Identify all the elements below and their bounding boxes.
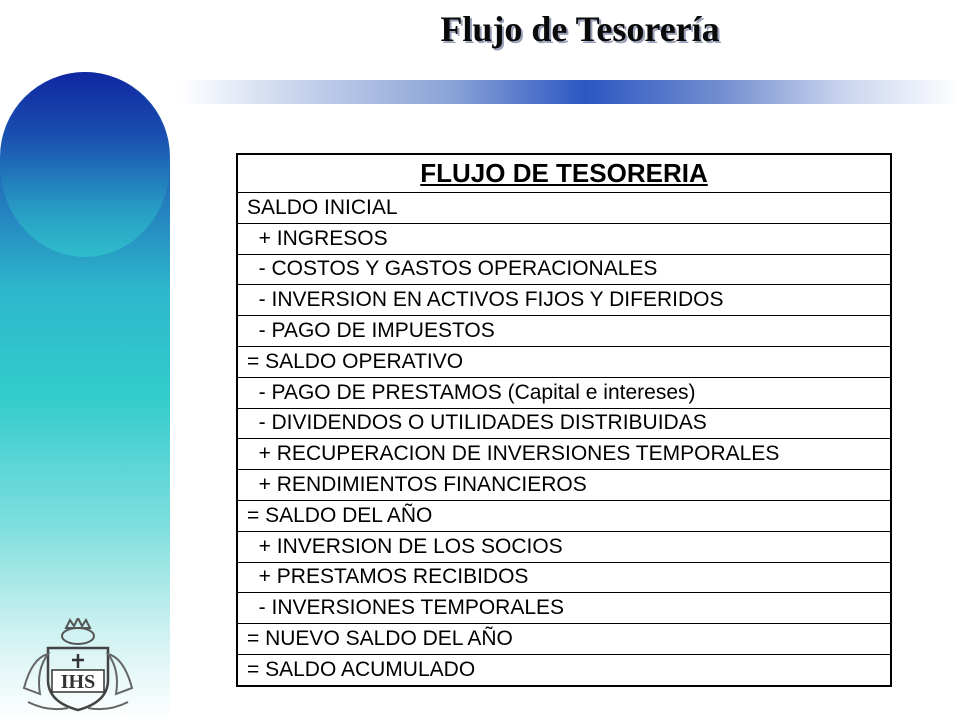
table-row (237, 439, 891, 470)
table-row (237, 500, 891, 531)
table-row (237, 593, 891, 624)
table-row (237, 654, 891, 686)
slide-title: Flujo de Tesorería (440, 9, 720, 49)
table-cell: - PAGO DE IMPUESTOS (237, 316, 891, 347)
jesuit-crest-icon (18, 618, 138, 714)
table-cell: - INVERSIONES TEMPORALES (237, 593, 891, 624)
table-row (237, 624, 891, 655)
table-cell: - PAGO DE PRESTAMOS (Capital e intereses) (237, 377, 891, 408)
decorative-circle (0, 72, 170, 257)
table-cell: + RECUPERACION DE INVERSIONES TEMPORALES (237, 439, 891, 470)
table-row (237, 562, 891, 593)
table-header: FLUJO DE TESORERIA (237, 154, 891, 193)
table-cell: = SALDO OPERATIVO (237, 346, 891, 377)
table-row (237, 470, 891, 501)
table-row (237, 193, 891, 224)
table-cell: SALDO INICIAL (237, 193, 891, 224)
table-row (237, 223, 891, 254)
table-row (237, 346, 891, 377)
table-cell: = NUEVO SALDO DEL AÑO (237, 624, 891, 655)
table-row (237, 408, 891, 439)
table-row (237, 531, 891, 562)
table-cell: - DIVIDENDOS O UTILIDADES DISTRIBUIDAS (237, 408, 891, 439)
table-row (237, 285, 891, 316)
header-gradient-band (180, 80, 960, 104)
table-cell: + INGRESOS (237, 223, 891, 254)
table-cell: + RENDIMIENTOS FINANCIEROS (237, 470, 891, 501)
table-cell: = SALDO ACUMULADO (237, 654, 891, 686)
table-cell: - INVERSION EN ACTIVOS FIJOS Y DIFERIDOS (237, 285, 891, 316)
table-cell: + INVERSION DE LOS SOCIOS (237, 531, 891, 562)
table-row (237, 254, 891, 285)
flow-table (236, 153, 892, 687)
table-row (237, 316, 891, 347)
table-row (237, 377, 891, 408)
table-header-row (237, 154, 891, 193)
table-cell: - COSTOS Y GASTOS OPERACIONALES (237, 254, 891, 285)
logo-letters: IHS (60, 671, 96, 693)
table-cell: = SALDO DEL AÑO (237, 500, 891, 531)
table-cell: + PRESTAMOS RECIBIDOS (237, 562, 891, 593)
